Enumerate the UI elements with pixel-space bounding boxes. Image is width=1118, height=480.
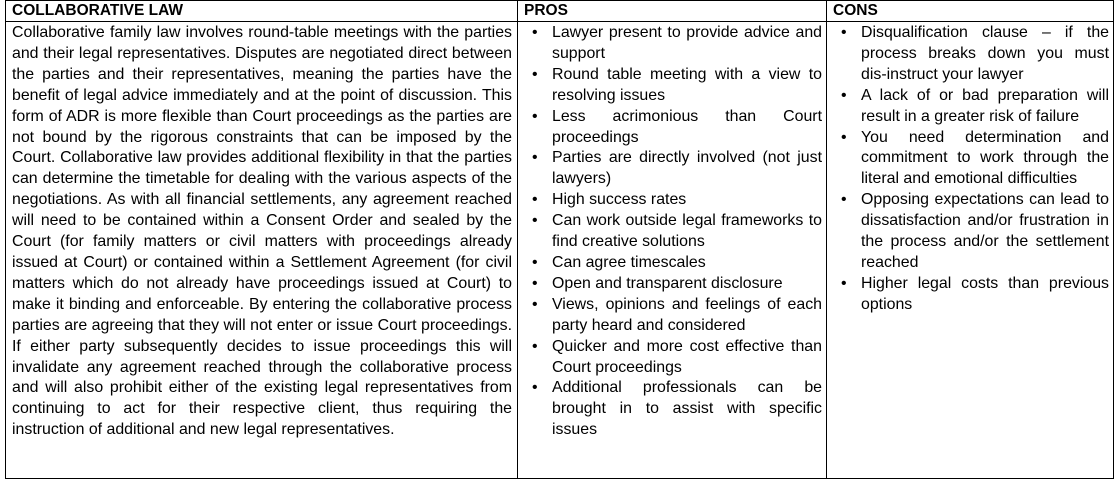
cons-list-item: • Higher legal costs than previous options [833,274,1109,316]
header-collaborative-law: COLLABORATIVE LAW [6,1,518,22]
header-row [6,1,1114,22]
pros-list-item: • Parties are directly involved (not just lawyers) [524,148,822,190]
pros-list-item: • Additional professionals can be brought in to assist with specific issues [524,378,822,441]
pros-list-item: • Can work outside legal frameworks to find creative solutions [524,211,822,253]
cons-list-item: • Opposing expectations can lead to dissatisfaction and/or frustration in the process and/or the settlement reached [833,190,1109,274]
pros-list-item: • Quicker and more cost effective than Court proceedings [524,337,822,379]
cons-cell [827,22,1114,479]
cons-list-item: • A lack of or bad preparation will result in a greater risk of failure [833,86,1109,128]
pros-list [524,23,822,441]
pros-list-item: • High success rates [524,190,822,211]
header-cons: CONS [827,1,1114,22]
cons-list [833,23,1109,316]
pros-list-item: • Can agree timescales [524,253,822,274]
header-pros: PROS [518,1,827,22]
description-text: Collaborative family law involves round-table meetings with the parties and their legal representatives. Disputes are negotiated direct between the parties and their representatives, meaning the parties have the benefit of legal advice immediately and at the point of discussion. This form of ADR is more flexible than Court proceedings as the parties are not bound by the rigorous constraints that can be imposed by the Court. Collaborative law provides additional flexibility in that the parties can determine the timetable for dealing with the various aspects of the negotiations. As with all financial settlements, any agreement reached will need to be contained within a Consent Order and sealed by the Court (for family matters or civil matters with proceedings already issued at Court) or contained within a Settlement Agreement (for civil matters which do not already have proceedings issued at Court) to make it binding and enforceable. By entering the collaborative process parties are agreeing that they will not enter or issue Court proceedings. If either party subsequently decides to issue proceedings this will invalidate any agreement reached through the collaborative process and will also prohibit either of the existing legal representatives from continuing to act for their respective client, thus requiring the instruction of additional and new legal representatives. [12,24,512,439]
content-row [6,22,1114,479]
cons-list-item: • Disqualification clause – if the process breaks down you must dis-instruct your lawyer [833,23,1109,86]
comparison-table [5,0,1114,479]
pros-cell [518,22,827,479]
pros-list-item: • Views, opinions and feelings of each party heard and considered [524,295,822,337]
pros-list-item: • Open and transparent disclosure [524,274,822,295]
pros-list-item: • Lawyer present to provide advice and support [524,23,822,65]
pros-list-item: • Round table meeting with a view to resolving issues [524,65,822,107]
pros-list-item: • Less acrimonious than Court proceedings [524,107,822,149]
cons-list-item: • You need determination and commitment to work through the literal and emotional difficulties [833,128,1109,191]
document-page [5,0,1113,479]
description-cell [6,22,518,479]
